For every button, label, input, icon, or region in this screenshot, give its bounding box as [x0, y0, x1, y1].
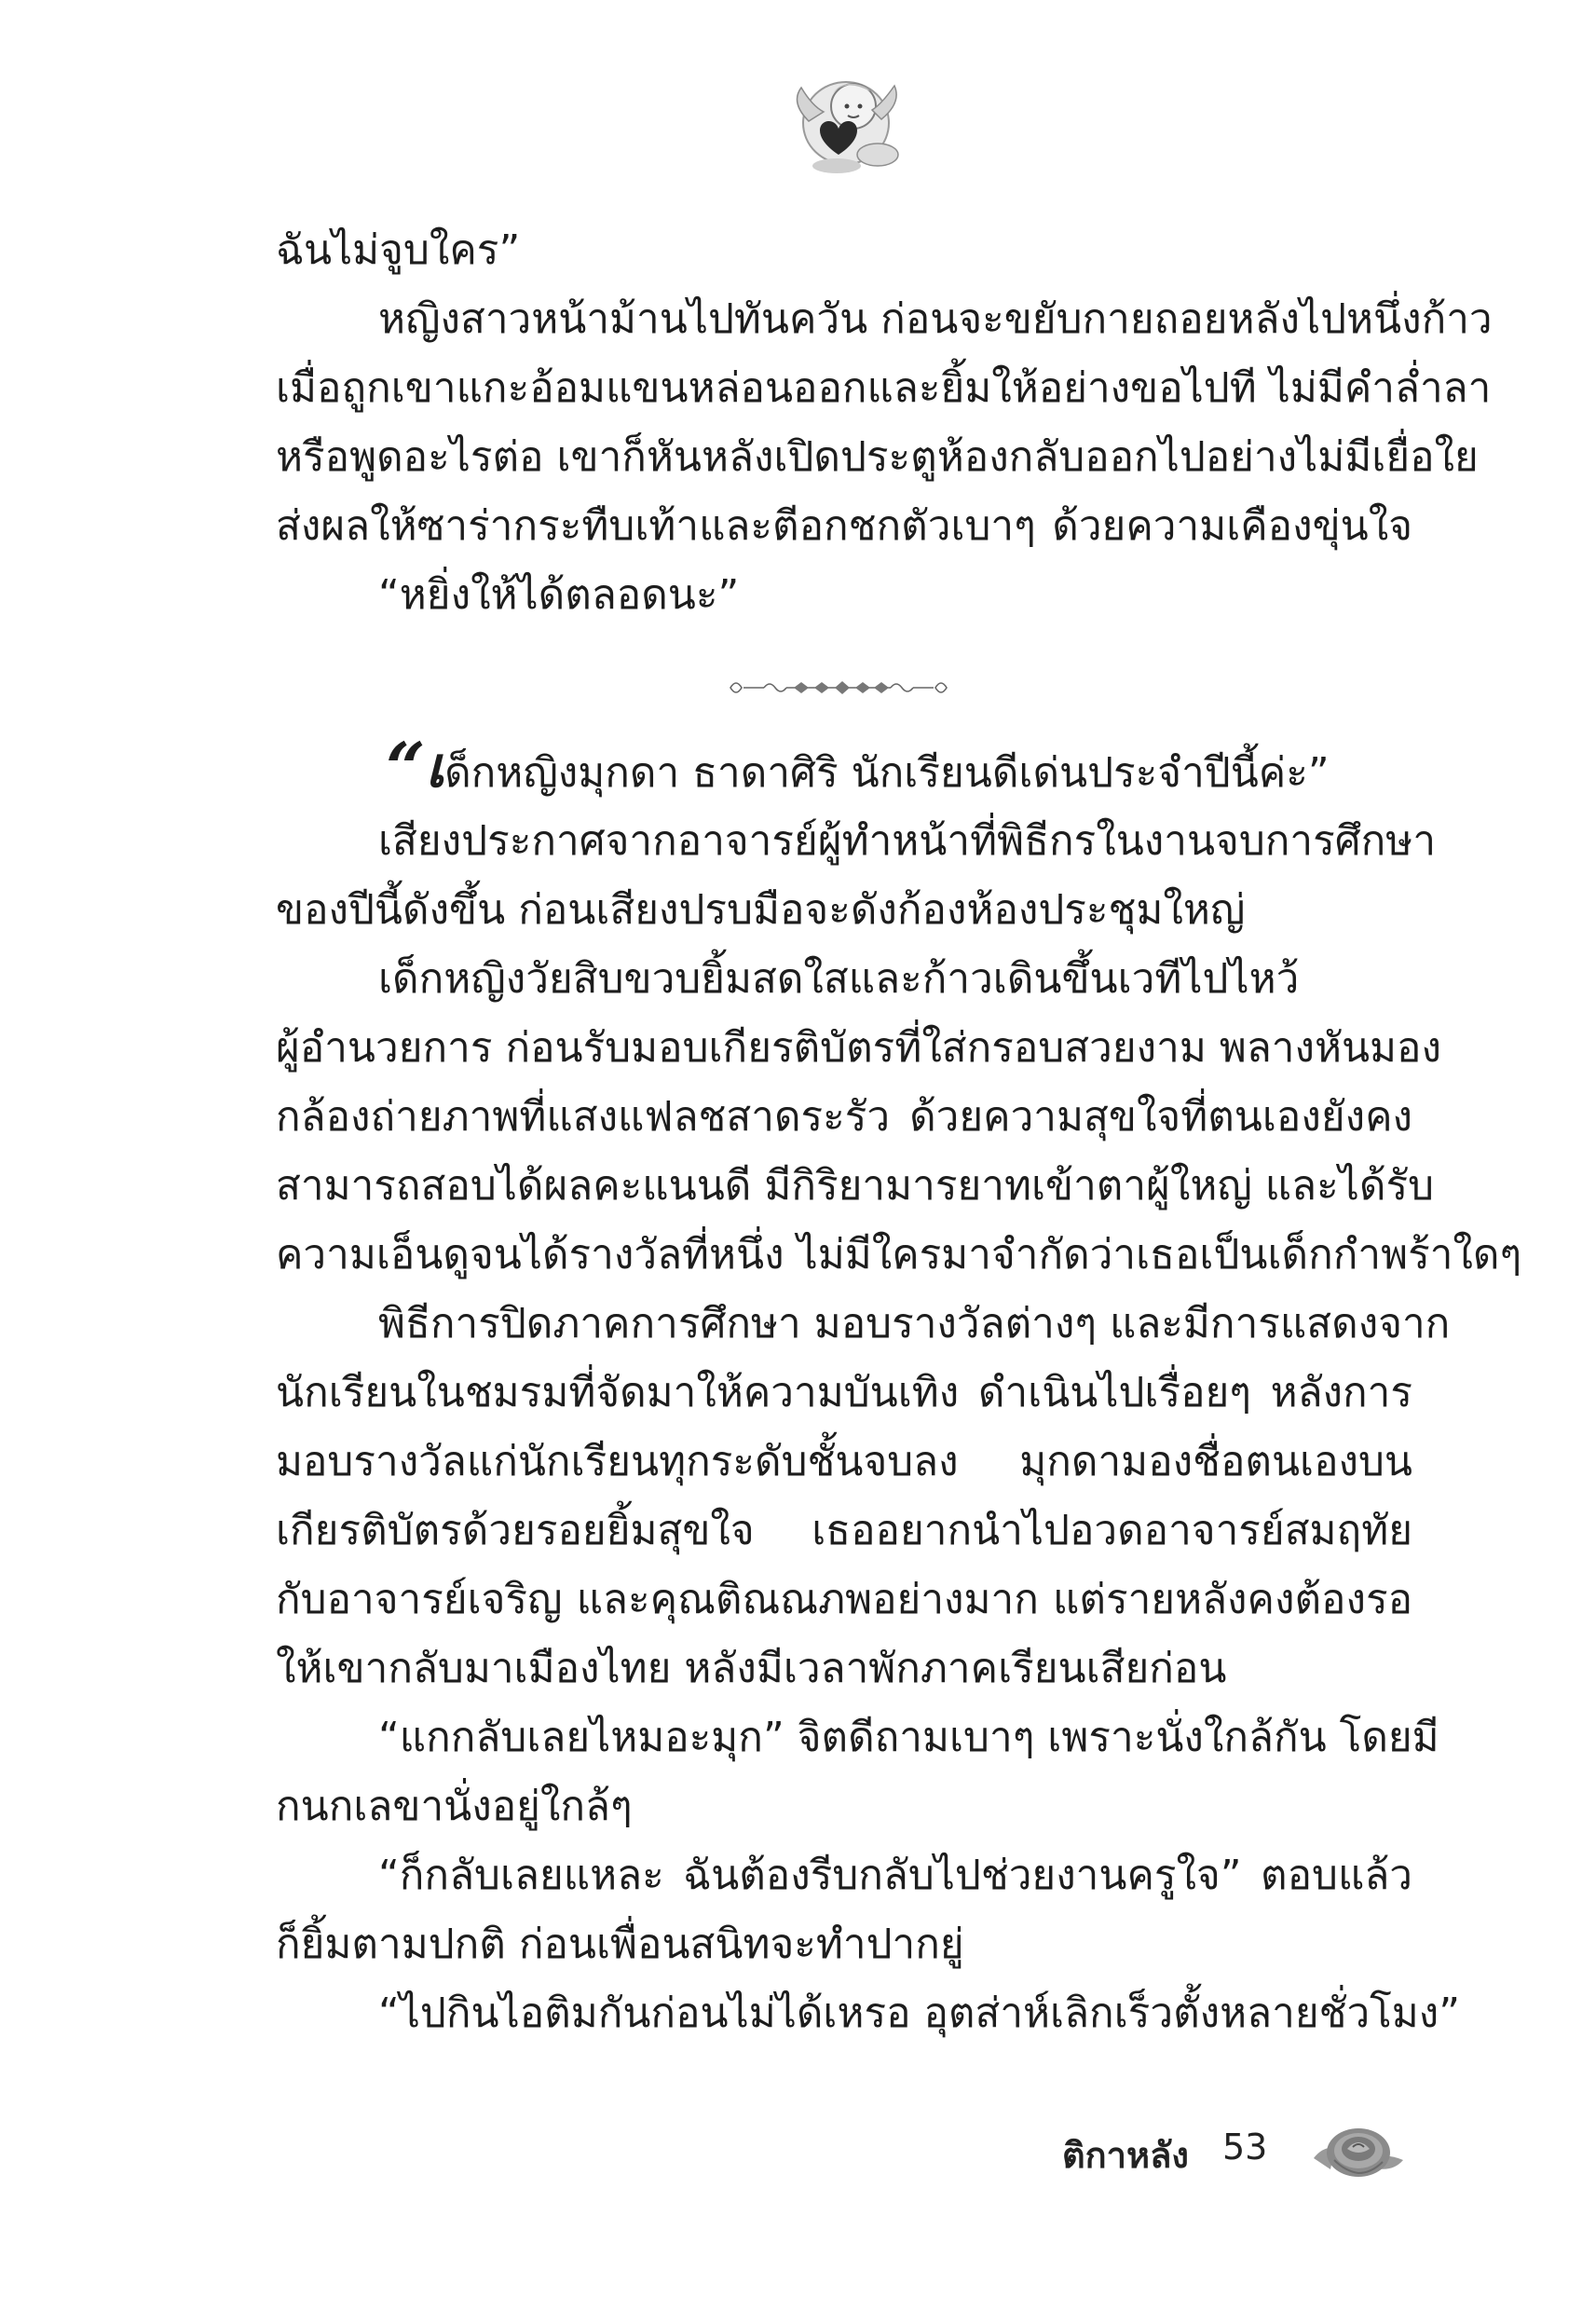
text-line: ของปีนี้ดังขึ้น ก่อนเสียงปรบมือจะดังก้องห้องประชุมใหญ่ [276, 886, 1246, 934]
text-line: เกียรติบัตรด้วยรอยยิ้มสุขใจ เธออยากนำไปอวดอาจารย์สมฤทัย [276, 1507, 1412, 1554]
drop-letter: เ [425, 735, 445, 800]
text-line: “หยิ่งให้ได้ตลอดนะ” [378, 571, 740, 619]
bottom-text-block [276, 807, 1522, 2048]
top-text-block [276, 216, 1493, 630]
text-line: เสียงประกาศจากอาจารย์ผู้ทำหน้าที่พิธีกรในงานจบการศึกษา [378, 817, 1437, 865]
text-line: เด็กหญิงวัยสิบขวบยิ้มสดใสและก้าวเดินขึ้นเวทีไปไหว้ [378, 955, 1300, 1003]
text-line: ให้เขากลับมาเมืองไทย หลังมีเวลาพักภาคเรียนเสียก่อน [276, 1645, 1227, 1692]
text-line: หรือพูดอะไรต่อ เขาก็หันหลังเปิดประตูห้องกลับออกไปอย่างไม่มีเยื่อใย [276, 433, 1479, 481]
ornamental-divider-icon [727, 669, 950, 706]
text-line: พิธีการปิดภาคการศึกษา มอบรางวัลต่างๆ และมีการแสดงจาก [378, 1300, 1451, 1347]
text-line: ฉันไม่จูบใคร” [276, 226, 521, 274]
text-line: มอบรางวัลแก่นักเรียนทุกระดับชั้นจบลง มุกดามองชื่อตนเองบน [276, 1438, 1412, 1485]
text-line: ผู้อำนวยการ ก่อนรับมอบเกียรติบัตรที่ใส่กรอบสวยงาม พลางหันมอง [276, 1024, 1441, 1072]
text-line: ก็ยิ้มตามปกติ ก่อนเพื่อนสนิทจะทำปากยู่ [276, 1921, 964, 1968]
text-line: สามารถสอบได้ผลคะแนนดี มีกิริยามารยาทเข้าตาผู้ใหญ่ และได้รับ [276, 1162, 1435, 1210]
text-line: “ก็กลับเลยแหละ ฉันต้องรีบกลับไปช่วยงานครูใจ” ตอบแล้ว [378, 1852, 1412, 1899]
cherub-with-heart-icon [781, 65, 911, 177]
text-line: นักเรียนในชมรมที่จัดมาให้ความบันเทิง ดำเนินไปเรื่อยๆ หลังการ [276, 1369, 1412, 1416]
text-line: เมื่อถูกเขาแกะอ้อมแขนหล่อนออกและยิ้มให้อย่างขอไปที ไม่มีคำล่ำลา [276, 364, 1492, 412]
text-line: กับอาจารย์เจริญ และคุณติณณภพอย่างมาก แต่รายหลังคงต้องรอ [276, 1576, 1412, 1623]
text-line: หญิงสาวหน้าม้านไปทันควัน ก่อนจะขยับกายถอยหลังไปหนึ่งก้าว [378, 295, 1493, 343]
text-line: กนกเลขานั่งอยู่ใกล้ๆ [276, 1783, 633, 1830]
open-quote-glyph: “ [386, 729, 426, 809]
text-line: ความเอ็นดูจนได้รางวัลที่หนึ่ง ไม่มีใครมาจำกัดว่าเธอเป็นเด็กกำพร้าใดๆ [276, 1231, 1522, 1279]
book-title: ติกาหลัง [1062, 2135, 1189, 2176]
text-line: “แกกลับเลยไหมอะมุก” จิตดีถามเบาๆ เพราะนั่งใกล้กัน โดยมี [378, 1714, 1439, 1761]
opening-text: ด็กหญิงมุกดา ธาดาศิริ นักเรียนดีเด่นประจำปีนี้ค่ะ” [444, 749, 1330, 797]
page-footer [1062, 2115, 1416, 2181]
page-number: 53 [1222, 2126, 1268, 2167]
chapter-opening-block [276, 729, 1412, 809]
chapter-opening-line [276, 729, 1412, 809]
text-line: ส่งผลให้ซาร่ากระทืบเท้าและตีอกชกตัวเบาๆ ด้วยความเคืองขุ่นใจ [276, 502, 1412, 550]
text-line: “ไปกินไอติมกันก่อนไม่ได้เหรอ อุตส่าห์เลิกเร็วตั้งหลายชั่วโมง” [378, 1990, 1461, 2037]
rose-icon [1306, 2115, 1409, 2190]
text-line: กล้องถ่ายภาพที่แสงแฟลชสาดระรัว ด้วยความสุขใจที่ตนเองยังคง [276, 1093, 1412, 1141]
